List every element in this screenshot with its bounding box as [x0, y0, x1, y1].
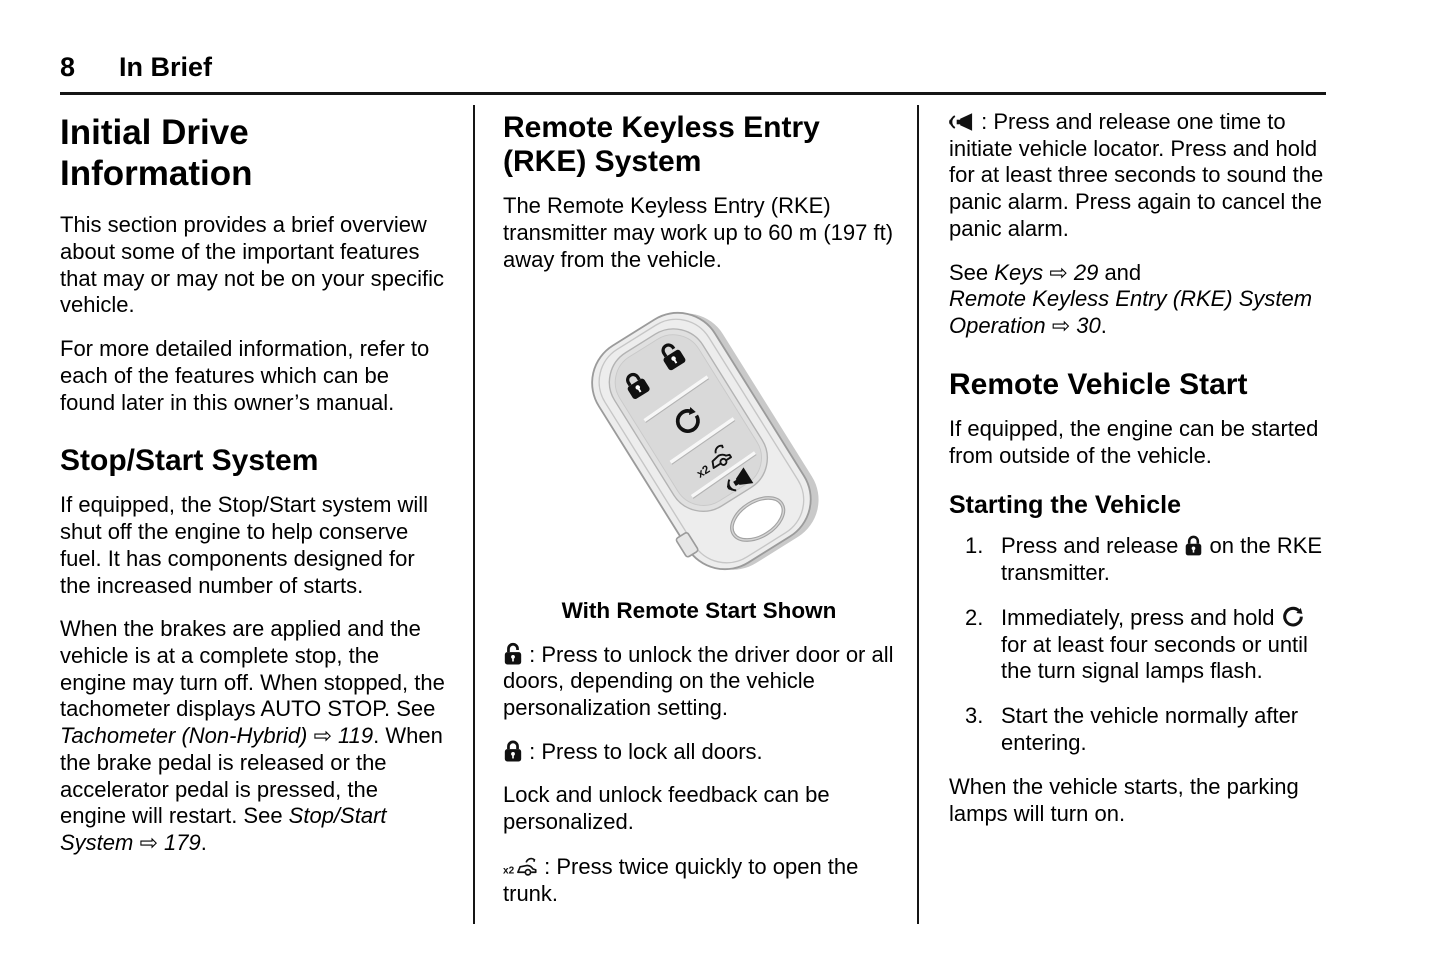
column-left — [60, 105, 473, 924]
text-segment: : Press to unlock the driver door or all doors, depending on the vehicle personalization setting. — [503, 641, 894, 720]
unlock-icon — [503, 642, 523, 666]
text-segment: Press and release — [1001, 533, 1185, 559]
cross-reference-page: ⇨ 119 — [307, 723, 374, 749]
subheading-starting-the-vehicle: Starting the Vehicle — [949, 491, 1182, 520]
cross-reference: Stop/Start System — [60, 803, 387, 856]
cross-reference: Tachometer (Non-Hybrid) — [60, 723, 308, 749]
paragraph — [503, 642, 895, 722]
step-number: 2. — [965, 604, 984, 630]
text-segment: on the RKE transmitter. — [1001, 533, 1323, 586]
text-segment: . — [200, 830, 207, 856]
text-segment: : Press to lock all doors. — [523, 738, 763, 764]
cross-reference-page: ⇨ 30 — [1045, 313, 1101, 339]
page-header — [60, 52, 1326, 95]
lock-icon — [503, 739, 523, 763]
cross-reference-page: ⇨ 179 — [133, 830, 201, 856]
step-3 — [949, 703, 1330, 756]
paragraph — [503, 853, 895, 907]
paragraph: For more detailed information, refer to each of the features which can be found later in this owner’s manual. — [60, 336, 430, 415]
cross-reference-page: ⇨ 29 — [1043, 259, 1099, 285]
key-fob-image — [503, 291, 895, 591]
paragraph: This section provides a brief overview about some of the important features that may or may not be on your specific vehicle. — [60, 212, 444, 318]
cross-reference: Remote Keyless Entry (RKE) System Operation — [949, 286, 1313, 339]
step-2 — [949, 605, 1330, 685]
heading-remote-vehicle-start: Remote Vehicle Start — [949, 367, 1248, 401]
text-segment: When the brakes are applied and the vehicle is at a complete stop, the engine may turn off. When stopped, the tachometer displays AUTO STOP. See — [60, 616, 445, 722]
step-text: Start the vehicle normally after entering. — [1001, 702, 1299, 755]
paragraph — [60, 616, 449, 856]
paragraph: Lock and unlock feedback can be personalized. — [503, 782, 830, 835]
paragraph — [949, 260, 1330, 340]
remote-start-icon — [1281, 605, 1305, 629]
column-right — [917, 105, 1330, 924]
heading-initial-drive-information: Initial Drive Information — [60, 113, 253, 193]
step-text — [1001, 605, 1330, 685]
step-text — [1001, 533, 1330, 586]
text-segment: See — [949, 259, 995, 285]
heading-rke-system: Remote Keyless Entry (RKE) System — [503, 111, 820, 179]
text-segment: Immediately, press and hold — [1001, 604, 1281, 630]
paragraph — [949, 109, 1330, 243]
paragraph: When the vehicle starts, the parking lamps will turn on. — [949, 774, 1299, 827]
step-1 — [949, 533, 1330, 586]
three-column-layout — [60, 105, 1330, 924]
text-segment: and — [1098, 259, 1142, 285]
paragraph: The Remote Keyless Entry (RKE) transmitter may work up to 60 m (197 ft) away from the vehicle. — [503, 193, 894, 272]
panic-horn-icon — [949, 111, 975, 133]
text-segment: . — [1100, 313, 1107, 339]
trunk-release-icon — [503, 853, 538, 877]
figure-caption: With Remote Start Shown — [561, 597, 837, 623]
lock-icon — [1184, 534, 1203, 557]
rke-transmitter-illustration — [503, 291, 895, 596]
page-number: 8 — [60, 52, 76, 82]
section-title: In Brief — [119, 52, 213, 82]
paragraph — [503, 739, 895, 766]
paragraph: If equipped, the engine can be started from outside of the vehicle. — [949, 415, 1319, 468]
text-segment: : Press and release one time to initiate vehicle locator. Press and hold for at least three seconds to sound the panic alarm. Press again to cancel the panic alarm. — [949, 109, 1324, 241]
heading-stop-start-system: Stop/Start System — [60, 444, 319, 478]
text-segment: : Press twice quickly to open the trunk. — [503, 853, 859, 906]
cross-reference: Keys — [994, 259, 1044, 285]
step-number: 3. — [965, 702, 984, 728]
step-number: 1. — [965, 533, 984, 559]
paragraph: If equipped, the Stop/Start system will shut off the engine to help conserve fuel. It has components designed for the increased number of starts. — [60, 492, 429, 598]
column-middle — [473, 105, 917, 924]
text-segment: for at least four seconds or until the turn signal lamps flash. — [1001, 631, 1308, 684]
text-segment: . When the brake pedal is released or the accelerator pedal is pressed, the engine will restart. See — [60, 723, 443, 829]
